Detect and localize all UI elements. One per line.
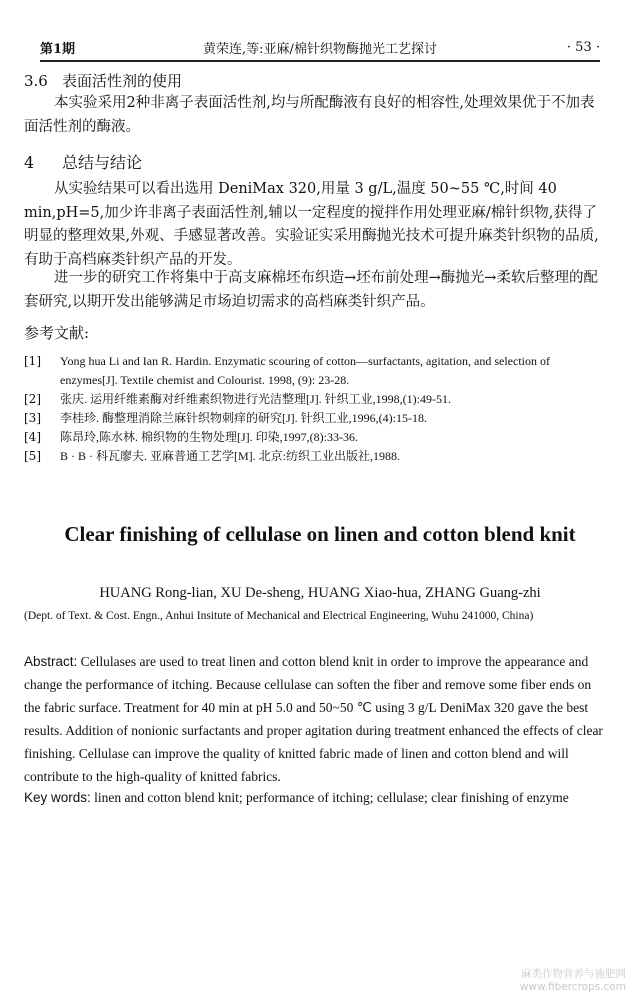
- reference-text: Yong hua Li and Ian R. Hardin. Enzymatic scouring of cotton—surfactants, agitation, and selection of enzymes[J]. Textile chemist and Colourist. 1998, (9): 23-28.: [60, 354, 550, 387]
- section-4-paragraph-2: 进一步的研究工作将集中于高支麻棉坯布织造→坯布前处理→酶抛光→柔软后整理的配套研究,以期开发出能够满足市场迫切需求的高档麻类针织产品。: [24, 270, 598, 310]
- reference-number: [5]: [24, 449, 41, 463]
- reference-number: [4]: [24, 430, 41, 444]
- reference-number: [3]: [24, 411, 41, 425]
- reference-text: 陈昂玲,陈水林. 棉织物的生物处理[J]. 印染,1997,(8):33-36.: [60, 430, 358, 444]
- issue-number: 第1期: [40, 42, 76, 57]
- section-3-6-heading: [24, 70, 182, 91]
- reference-item: [24, 428, 608, 447]
- english-title: Clear finishing of cellulase on linen and cotton blend knit: [64, 522, 576, 546]
- section-number: 3.6: [24, 72, 48, 90]
- abstract: [24, 650, 608, 788]
- reference-item: [24, 409, 608, 428]
- reference-item: [24, 390, 608, 409]
- section-3-6-paragraph: 本实验采用2种非离子表面活性剂,均与所配酶液有良好的相容性,处理效果优于不加表面活性剂的酶液。: [24, 95, 595, 135]
- abstract-label: Abstract:: [24, 654, 78, 669]
- reference-number: [2]: [24, 392, 41, 406]
- running-title: 黄荣连,等:亚麻/棉针织物酶抛光工艺探讨: [203, 42, 437, 57]
- watermark: [520, 968, 626, 994]
- section-title: 表面活性剂的使用: [62, 72, 183, 90]
- running-header: [40, 34, 600, 62]
- reference-text: 张庆. 运用纤维素酶对纤维素织物进行光洁整理[J]. 针织工业,1998,(1):49-51.: [60, 392, 451, 406]
- page-number: · 53 ·: [566, 40, 600, 55]
- affiliation: (Dept. of Text. & Cost. Engn., Anhui Insitute of Mechanical and Electrical Engineering, Wuhu 241000, China): [24, 610, 534, 622]
- section-number: 4: [24, 153, 35, 172]
- references-heading: 参考文献:: [24, 324, 90, 342]
- keywords-text: linen and cotton blend knit; performance of itching; cellulase; clear finishing of enzyme: [94, 790, 569, 805]
- watermark-name: 麻类作物营养与施肥网: [521, 968, 626, 980]
- section-4-heading: [24, 150, 142, 173]
- reference-item: [24, 447, 608, 466]
- reference-text: B · B · 科瓦廖夫. 亚麻普通工艺学[M]. 北京:纺织工业出版社,1988.: [60, 449, 400, 463]
- reference-text: 李桂珍. 酶整理消除兰麻针织物刺痒的研究[J]. 针织工业,1996,(4):15-18.: [60, 411, 427, 425]
- watermark-url: www.fibercrops.com: [519, 981, 626, 993]
- reference-number: [1]: [24, 354, 41, 368]
- section-title: 总结与结论: [62, 153, 143, 172]
- author-list: HUANG Rong-lian, XU De-sheng, HUANG Xiao-hua, ZHANG Guang-zhi: [99, 585, 541, 601]
- keywords-label: Key words:: [24, 790, 91, 805]
- reference-item: [24, 352, 608, 390]
- keywords: [24, 786, 608, 809]
- abstract-text: Cellulases are used to treat linen and cotton blend knit in order to improve the appearance and change the performance of itching. Because cellulase can soften the fiber and remove some fiber ends on the fabric surface. Treatment for 40 min at pH 5.0 and 50~50 ℃ using 3 g/L DeniMax 320 gave the best results. Addition of nonionic surfactants and proper agitation during treatment enhanced the effects of clear finishing. Cellulase can improve the quality of knitted fabric made of linen and cotton blend and will contribute to the high-quality of knitted fabrics.: [24, 654, 603, 784]
- section-4-paragraph-1: 从实验结果可以看出选用 DeniMax 320,用量 3 g/L,温度 50~55 ℃,时间 40 min,pH=5,加少许非离子表面活性剂,辅以一定程度的搅拌作用处理亚麻/棉针织物,获得了明显的整理效果,外观、手感显著改善。实验证实采用酶抛光技术可提升麻类针织物的品质,有助于高档麻类针织产品的开发。: [24, 181, 599, 268]
- reference-list: [24, 352, 608, 466]
